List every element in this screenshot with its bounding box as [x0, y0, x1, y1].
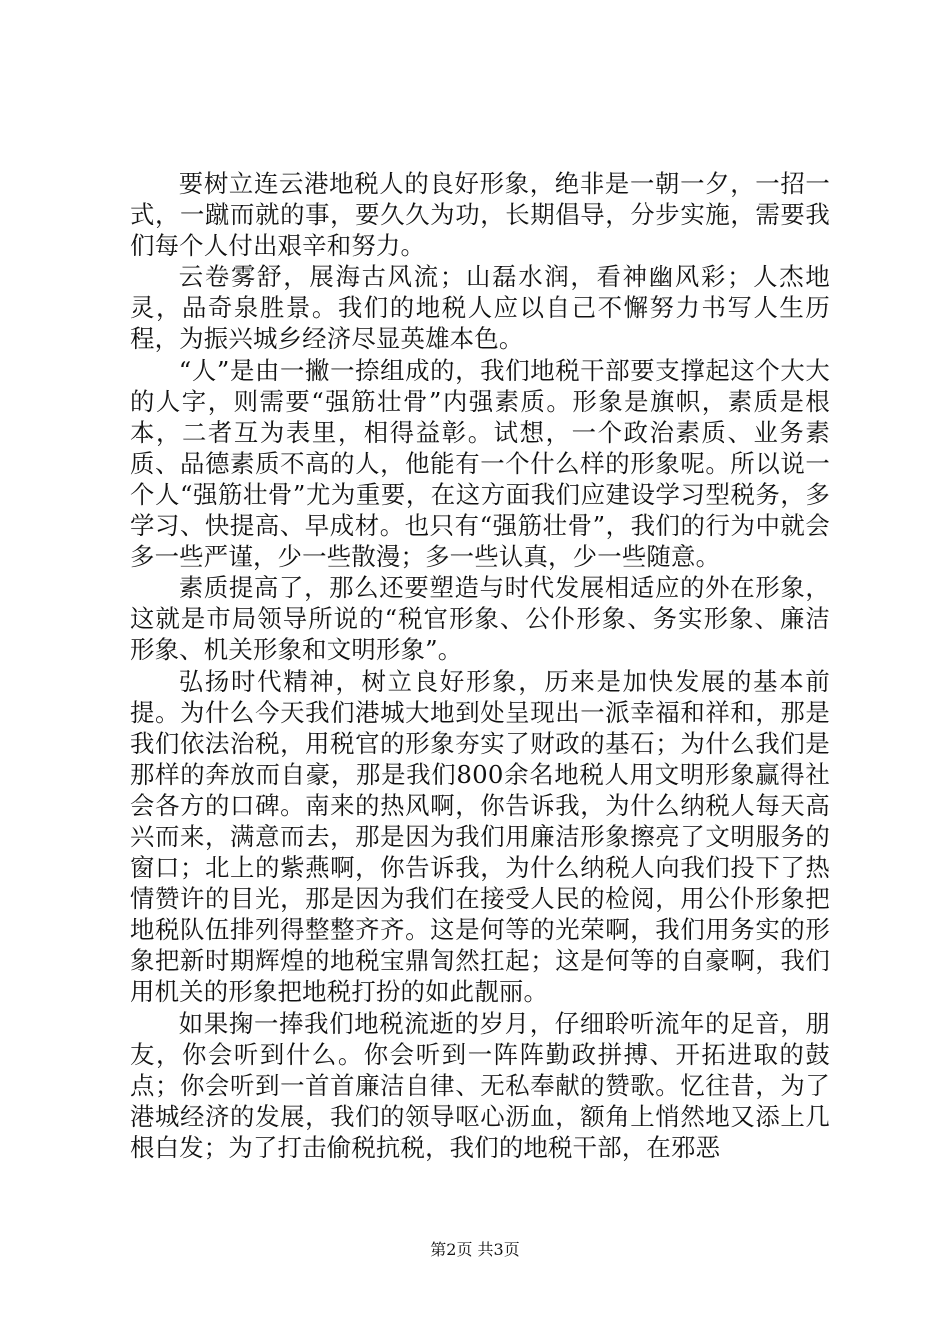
- body-text: [130, 168, 830, 1163]
- paragraph-4: 素质提高了，那么还要塑造与时代发展相适应的外在形象，这就是市局领导所说的“税官形象、公仆形象、务实形象、廉洁形象、机关形象和文明形象”。: [130, 573, 830, 665]
- paragraph-6: 如果掬一捧我们地税流逝的岁月，仔细聆听流年的足音，朋友，你会听到什么。你会听到一阵阵勤政拼搏、开拓进取的鼓点；你会听到一首首廉洁自律、无私奉献的赞歌。忆往昔，为了港城经济的发展，我们的领导呕心沥血，额角上悄然地又添上几根白发；为了打击偷税抗税，我们的地税干部，在邪恶: [130, 1008, 830, 1162]
- page-footer: 第2页 共3页: [430, 1240, 520, 1259]
- paragraph-2: 云卷雾舒，展海古风流；山磊水润，看神幽风彩；人杰地灵，品奇泉胜景。我们的地税人应以自己不懈努力书写人生历程，为振兴城乡经济尽显英雄本色。: [130, 262, 830, 354]
- paragraph-3: “人”是由一撇一捺组成的，我们地税干部要支撑起这个大大的人字，则需要“强筋壮骨”内强素质。形象是旗帜，素质是根本，二者互为表里，相得益彰。试想，一个政治素质、业务素质、品德素质不高的人，他能有一个什么样的形象呢。所以说一个人“强筋壮骨”尤为重要，在这方面我们应建设学习型税务，多学习、快提高、早成材。也只有“强筋壮骨”，我们的行为中就会多一些严谨，少一些散漫；多一些认真，少一些随意。: [130, 355, 830, 572]
- paragraph-1: 要树立连云港地税人的良好形象，绝非是一朝一夕，一招一式，一蹴而就的事，要久久为功，长期倡导，分步实施，需要我们每个人付出艰辛和努力。: [130, 169, 830, 261]
- paragraph-5: 弘扬时代精神，树立良好形象，历来是加快发展的基本前提。为什么今天我们港城大地到处呈现出一派幸福和祥和，那是我们依法治税，用税官的形象夯实了财政的基石；为什么我们是那样的奔放而自豪，那是我们800余名地税人用文明形象赢得社会各方的口碑。南来的热风啊，你告诉我，为什么纳税人每天高兴而来，满意而去，那是因为我们用廉洁形象擦亮了文明服务的窗口；北上的紫燕啊，你告诉我，为什么纳税人向我们投下了热情赞许的目光，那是因为我们在接受人民的检阅，用公仆形象把地税队伍排列得整整齐齐。这是何等的光荣啊，我们用务实的形象把新时期辉煌的地税宝鼎訇然扛起；这是何等的自豪啊，我们用机关的形象把地税打扮的如此靓丽。: [130, 666, 830, 1007]
